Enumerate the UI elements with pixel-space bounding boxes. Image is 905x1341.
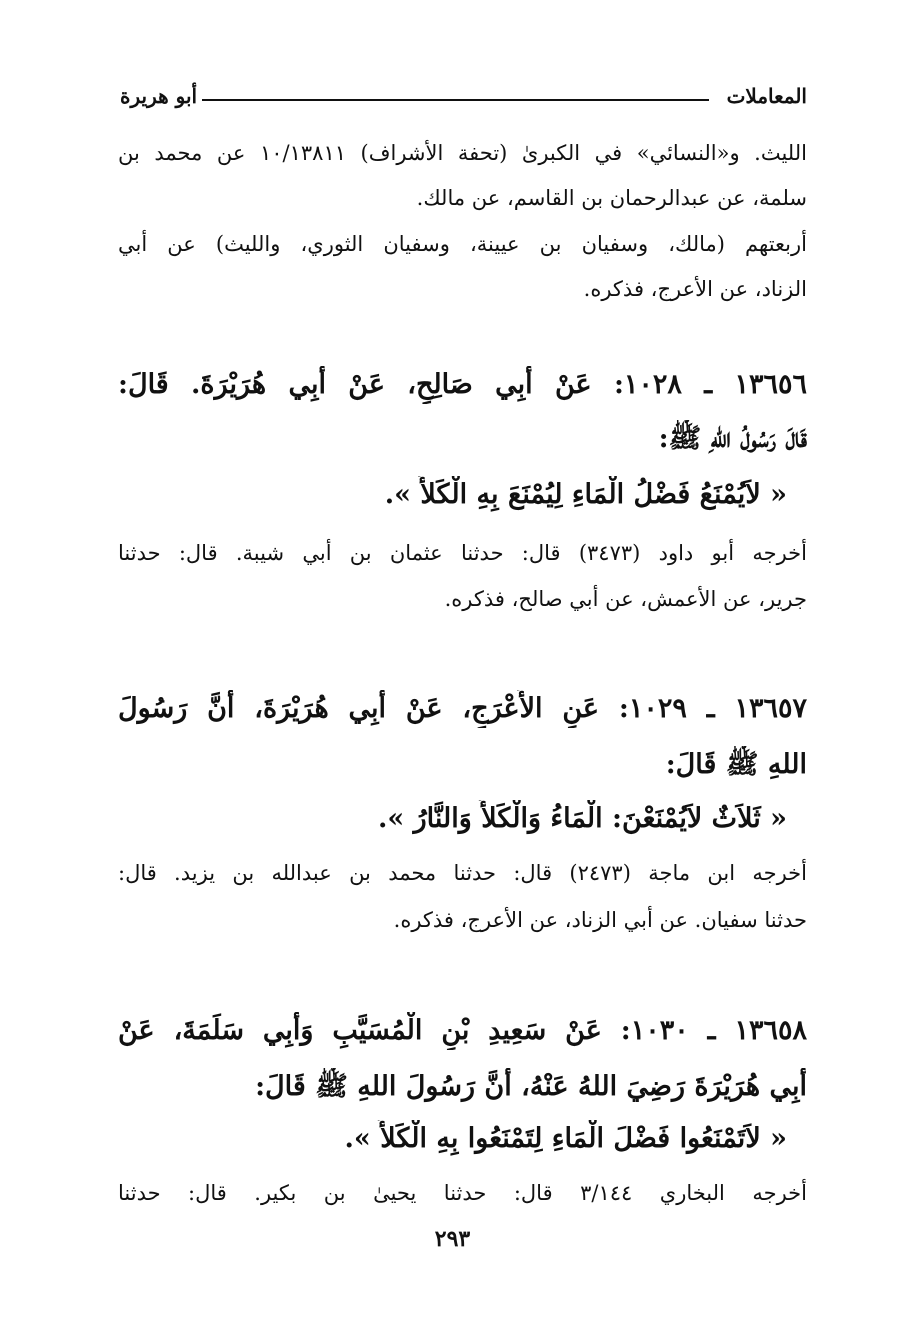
- source-line: حدثنا سفيان. عن أبي الزناد، عن الأعرج، فذكره.: [393, 908, 807, 932]
- hadith-quote: « ثَلاَثٌ لاَيُمْنَعْنَ: الْمَاءُ وَالْكَلأُ وَالنَّارُ ».: [377, 803, 787, 834]
- chapter-title: المعاملات: [726, 84, 807, 108]
- text-line: الزناد، عن الأعرج، فذكره.: [583, 277, 807, 301]
- hadith-heading: اللهِ ﷺ قَالَ:: [665, 749, 807, 780]
- source-line: جرير، عن الأعمش، عن أبي صالح، فذكره.: [444, 587, 807, 611]
- hadith-quote: « لاَيُمْنَعُ فَضْلُ الْمَاءِ لِيُمْنَعَ بِهِ الْكَلأُ ».: [384, 479, 787, 510]
- hadith-heading: ١٣٦٥٦ ـ ١٠٢٨: عَنْ أَبِي صَالِحٍ، عَنْ أَبِي هُرَيْرَةَ. قَالَ:: [118, 369, 807, 400]
- hadith-heading: ١٣٦٥٨ ـ ١٠٣٠: عَنْ سَعِيدِ بْنِ الْمُسَيَّبِ وَأَبِي سَلَمَةَ، عَنْ: [118, 1015, 807, 1046]
- page-number: ٢٩٣: [434, 1226, 471, 1252]
- hadith-heading: ١٣٦٥٧ ـ ١٠٢٩: عَنِ الأَعْرَجِ، عَنْ أَبِي هُرَيْرَةَ، أَنَّ رَسُولَ: [118, 693, 807, 724]
- header-rule: [202, 99, 709, 101]
- source-line: أخرجه البخاري ٣/١٤٤ قال: حدثنا يحيىٰ بن بكير. قال: حدثنا: [118, 1181, 807, 1205]
- narrator-title: أبو هريرة: [120, 84, 198, 108]
- text-line: أربعتهم (مالك، وسفيان بن عيينة، وسفيان الثوري، والليث) عن أبي: [118, 232, 807, 256]
- text-line: سلمة، عن عبدالرحمان بن القاسم، عن مالك.: [416, 186, 807, 210]
- hadith-heading: قَالَ رَسُولُ اللهِ ﷺ:: [658, 423, 807, 454]
- text-line: الليث. و«النسائي» في الكبرىٰ (تحفة الأشراف) ١٠/١٣٨١١ عن محمد بن: [118, 141, 807, 165]
- source-line: أخرجه ابن ماجة (٢٤٧٣) قال: حدثنا محمد بن عبدالله بن يزيد. قال:: [118, 861, 807, 885]
- hadith-heading: أَبِي هُرَيْرَةَ رَضِيَ اللهُ عَنْهُ، أَنَّ رَسُولَ اللهِ ﷺ قَالَ:: [255, 1071, 807, 1102]
- running-header: [120, 84, 807, 118]
- source-line: أخرجه أبو داود (٣٤٧٣) قال: حدثنا عثمان بن أبي شيبة. قال: حدثنا: [118, 541, 807, 565]
- hadith-quote: « لاَتَمْنَعُوا فَضْلَ الْمَاءِ لِتَمْنَعُوا بِهِ الْكَلأَ ».: [344, 1123, 787, 1154]
